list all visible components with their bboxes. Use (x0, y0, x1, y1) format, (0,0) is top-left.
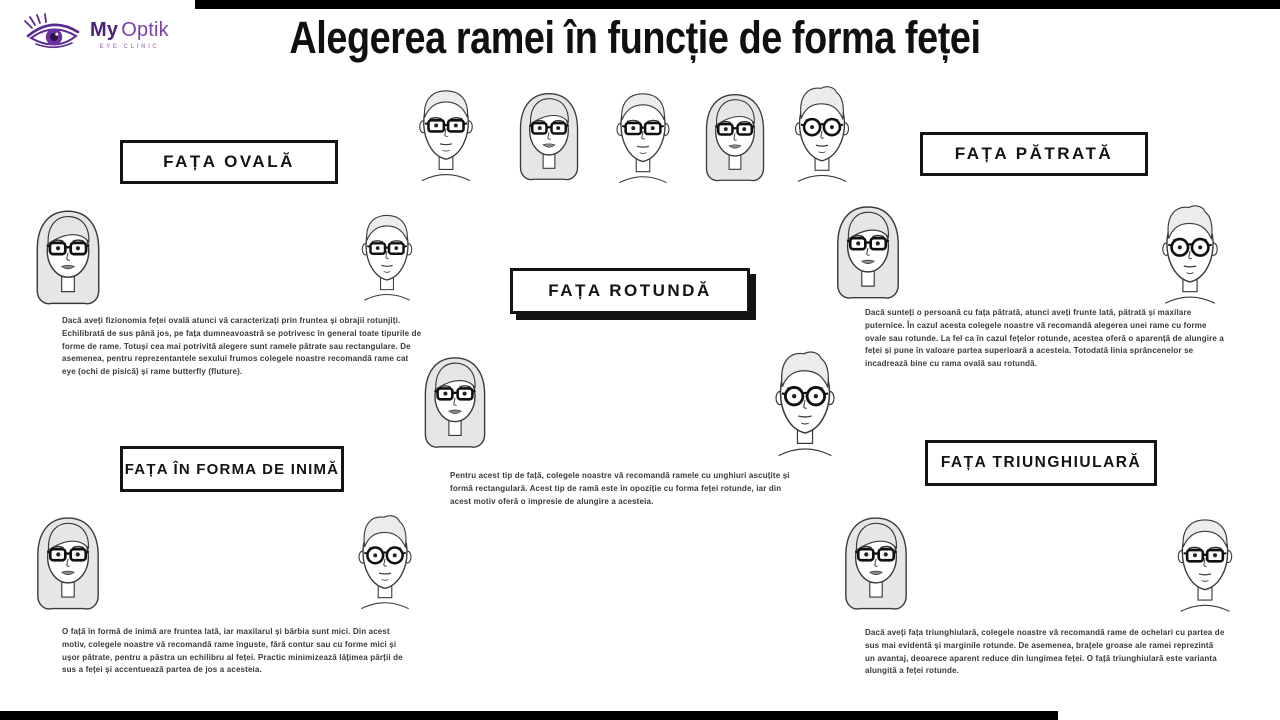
section-label-fata-triunghiulara: FAȚA TRIUNGHIULARĂ (925, 440, 1157, 486)
brand-logo (22, 12, 169, 58)
section-description-fata-ovala: Dacă aveți fizionomia feței ovală atunci vă caracterizați prin fruntea și obrajii rotunjiți. Echilibrată de sus până jos, pe fața dumneavoastră se potrivesc în general toate tipurile de forme de rame. Totuși cea mai potrivită alegere sunt ramele pătrate sau rectangulare. De asemenea, pentru reprezentantele sexului frumos colegele noastre recomandă rame cat eye (ochi de pisică) și rame butterfly (fluture). (62, 316, 422, 377)
face-female-glasses-illustration (695, 88, 775, 192)
page-title: Alegerea ramei în funcție de forma feței (289, 12, 981, 63)
section-label-fata-ovala: FAȚA OVALĂ (120, 140, 338, 184)
section-description-fata-rotunda: Pentru acest tip de față, colegele noastre vă recomandă ramele cu unghiuri ascuțite și formă rectangulară. Acest tip de ramă este în opoziție cu forma feței rotunde, iar din acest motiv oferă o impresie de alungire a acesteia. (450, 471, 790, 506)
top-decor-strip (195, 0, 1280, 9)
section-label-fata-patrata: FAȚA PĂTRATĂ (920, 132, 1148, 176)
face-female-glasses-illustration (26, 204, 110, 316)
face-male-round-glasses-illustration (1146, 203, 1234, 313)
face-female-glasses-illustration (836, 511, 916, 621)
face-male-glasses-illustration (1163, 513, 1247, 621)
face-female-glasses-illustration (509, 87, 589, 191)
face-female-glasses-illustration (413, 351, 497, 459)
brand-name-bold: My (90, 19, 119, 41)
face-male-glasses-illustration (402, 84, 490, 190)
section-description-fata-triunghiulara: Dacă aveți fața triunghiulară, colegele noastre vă recomandă rame de ochelari cu partea de sus mai evidentă și marginile rotunde. De asemenea, brațele groase ale ramei reprezintă un avantaj, deoarece aparent reduce din lungimea feței. O față triunghiulară este varianta alungită a feței rotunde. (865, 628, 1225, 676)
face-male-glasses-illustration (346, 209, 428, 309)
face-male-round-glasses-illustration (779, 84, 865, 191)
face-male-round-glasses-illustration (761, 349, 849, 466)
section-description-fata-patrata: Dacă sunteți o persoană cu fața pătrată, atunci aveți frunte lată, pătrată și maxilare puternice. În cazul acesta colegele noastre vă recomandă alegerea unei rame cu forme ovale sau rotunde. La fel ca în cazul fețelor rotunde, acestea oferă o aparență de alungire a feței și pune în valoare partea superioară a acesteia. Totodată linia sprâncenelor se incadrează bine cu rama ovală sau rotundă. (865, 308, 1224, 369)
bottom-decor-strip (0, 711, 1058, 720)
section-description-fata-in-forma-de-inima: O față în formă de inimă are fruntea lată, iar maxilarul și bărbia sunt mici. Din acest motiv, colegele noastre vă recomandă rame înguste, fără contur sau cu forme mici și ușor pătrate, pentru a păstra un echilibru al feței. Practic minimizează lățimea părții de sus a feței și accentuează partea de jos a acesteia. (62, 627, 403, 675)
eye-logo-icon (22, 12, 84, 58)
face-female-glasses-illustration (28, 511, 108, 621)
brand-name (90, 20, 169, 40)
face-female-glasses-illustration (828, 199, 908, 311)
brand-name-light: Optik (121, 19, 169, 41)
brand-tagline: EYE CLINIC (99, 44, 160, 50)
section-label-fata-in-forma-de-inima: FAȚA ÎN FORMA DE INIMĂ (120, 446, 344, 492)
face-male-glasses-illustration (601, 87, 685, 192)
face-male-round-glasses-illustration (343, 513, 427, 618)
section-label-fata-rotunda: FAȚA ROTUNDĂ (510, 268, 750, 314)
